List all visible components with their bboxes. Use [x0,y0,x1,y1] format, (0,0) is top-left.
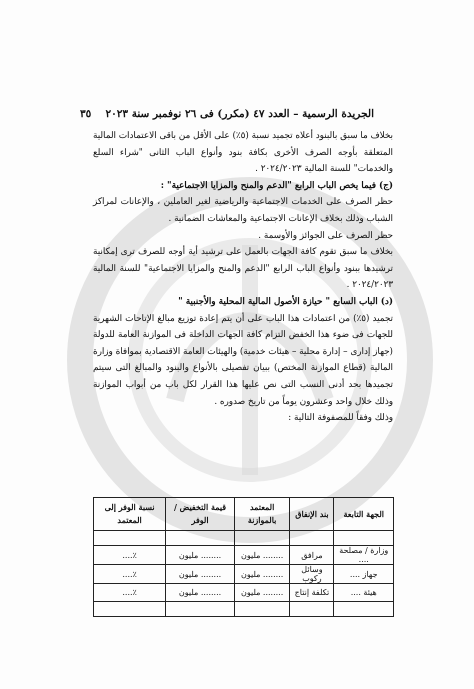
header-budget-approved: المعتمد بالموازنة [234,498,289,531]
table-cell: وسائل ركوب [290,565,334,584]
table-cell: ٪.... [94,584,166,602]
table-cell [94,602,166,617]
paragraph-3: حظر الصرف على الجوائز والأوسمة . [258,230,393,241]
paragraph-4: بخلاف ما سبق تقوم كافة الجهات بالعمل على ترشيد أية أوجه للصرف ترى إمكانية ترشيدها ببنود وأنواع الباب الرابع "الدعم والمنح والمزايا الاجتماعية" للسنة المالية ٢٠٢٤/٢٠٢٣ . [93,247,393,291]
gazette-header-title: الجريدة الرسمية – العدد ٤٧ (مكرر) فى ٢٦ نوفمبر سنة ٢٠٢٣ [105,108,374,120]
table-row [94,546,394,565]
header-reduction-value: قيمة التخفيض / الوفر [166,498,235,531]
table-cell: ........ مليون [234,565,289,584]
document-body [93,128,393,427]
header-spending-item: بند الإنفاق [290,498,334,531]
subheading-c: (ج) فيما يخص الباب الرابع "الدعم والمنح والمزايا الاجتماعية" : [160,180,393,191]
table-cell: ٪.... [94,565,166,584]
savings-matrix-table [93,497,394,617]
table-cell: وزارة / مصلحة .... [334,546,394,565]
table-cell [234,602,289,617]
table-cell [94,531,166,546]
table-cell [290,531,334,546]
table-cell [334,602,394,617]
header-affiliated-entity: الجهة التابعة [334,498,394,531]
table-cell [334,531,394,546]
table-cell: ........ مليون [234,584,289,602]
table-spacer-row [94,531,394,546]
header-savings-ratio: نسبة الوفر إلى المعتمد [94,498,166,531]
table-cell: ........ مليون [166,584,235,602]
table-cell: ........ مليون [166,546,235,565]
page-header [80,108,374,120]
paragraph-2: حظر الصرف على الخدمات الاجتماعية والرياضية لغير العاملين ، والإعانات لمراكز الشباب وذلك بخلاف الإعانات الاجتماعية والمعاشات الضمانية . [93,197,393,224]
table-cell: هيئة .... [334,584,394,602]
subheading-d: (د) الباب السابع " حيازة الأصول المالية المحلية والأجنبية " [178,296,393,307]
matrix-intro: وذلك وفقاً للمصفوفة التالية : [288,413,393,424]
table-cell: مرافق [290,546,334,565]
table-cell [166,602,235,617]
table-cell: ........ مليون [234,546,289,565]
table-cell [234,531,289,546]
table-cell: ........ مليون [166,565,235,584]
table-cell [166,531,235,546]
table-cell: تكلفة إنتاج [290,584,334,602]
table-header-row [94,498,394,531]
table-cell: ٪.... [94,546,166,565]
table-row [94,584,394,602]
table-cell: جهاز .... [334,565,394,584]
table-cell [290,602,334,617]
table-spacer-row [94,602,394,617]
paragraph-5: تجميد (٥٪) من اعتمادات هذا الباب على أن يتم إعادة توزيع مبالغ الإتاحات الشهرية للجهات فى ضوء هذا الخفض التزام كافة الجهات الداخلة فى الموازنة العامة للدولة (جهاز إدارى – إدارة محلية – هيئات خدمية) والهيئات العامة الاقتصادية بموافاة وزارة المالية (قطاع الموازنة المختص) ببيان تفصيلى بالأنواع والبنود والمبالغ التى سيتم تجميدها بحد أدنى النسب التى نص عليها هذا القرار لكل باب من أبواب الموازنة وذلك خلال واحد وعشرون يوماً من تاريخ صدوره . [93,313,394,407]
table-row [94,565,394,584]
paragraph-1: بخلاف ما سبق بالبنود أعلاه تجميد نسبة (٥٪) على الأقل من باقى الاعتمادات المالية المتعلقة بأوجه الصرف الأخرى بكافة بنود وأنواع الباب الثانى "شراء السلع والخدمات" للسنة المالية ٢٠٢٤/٢٠٢٣ . [93,131,393,175]
page-number: ٣٥ [80,108,92,120]
